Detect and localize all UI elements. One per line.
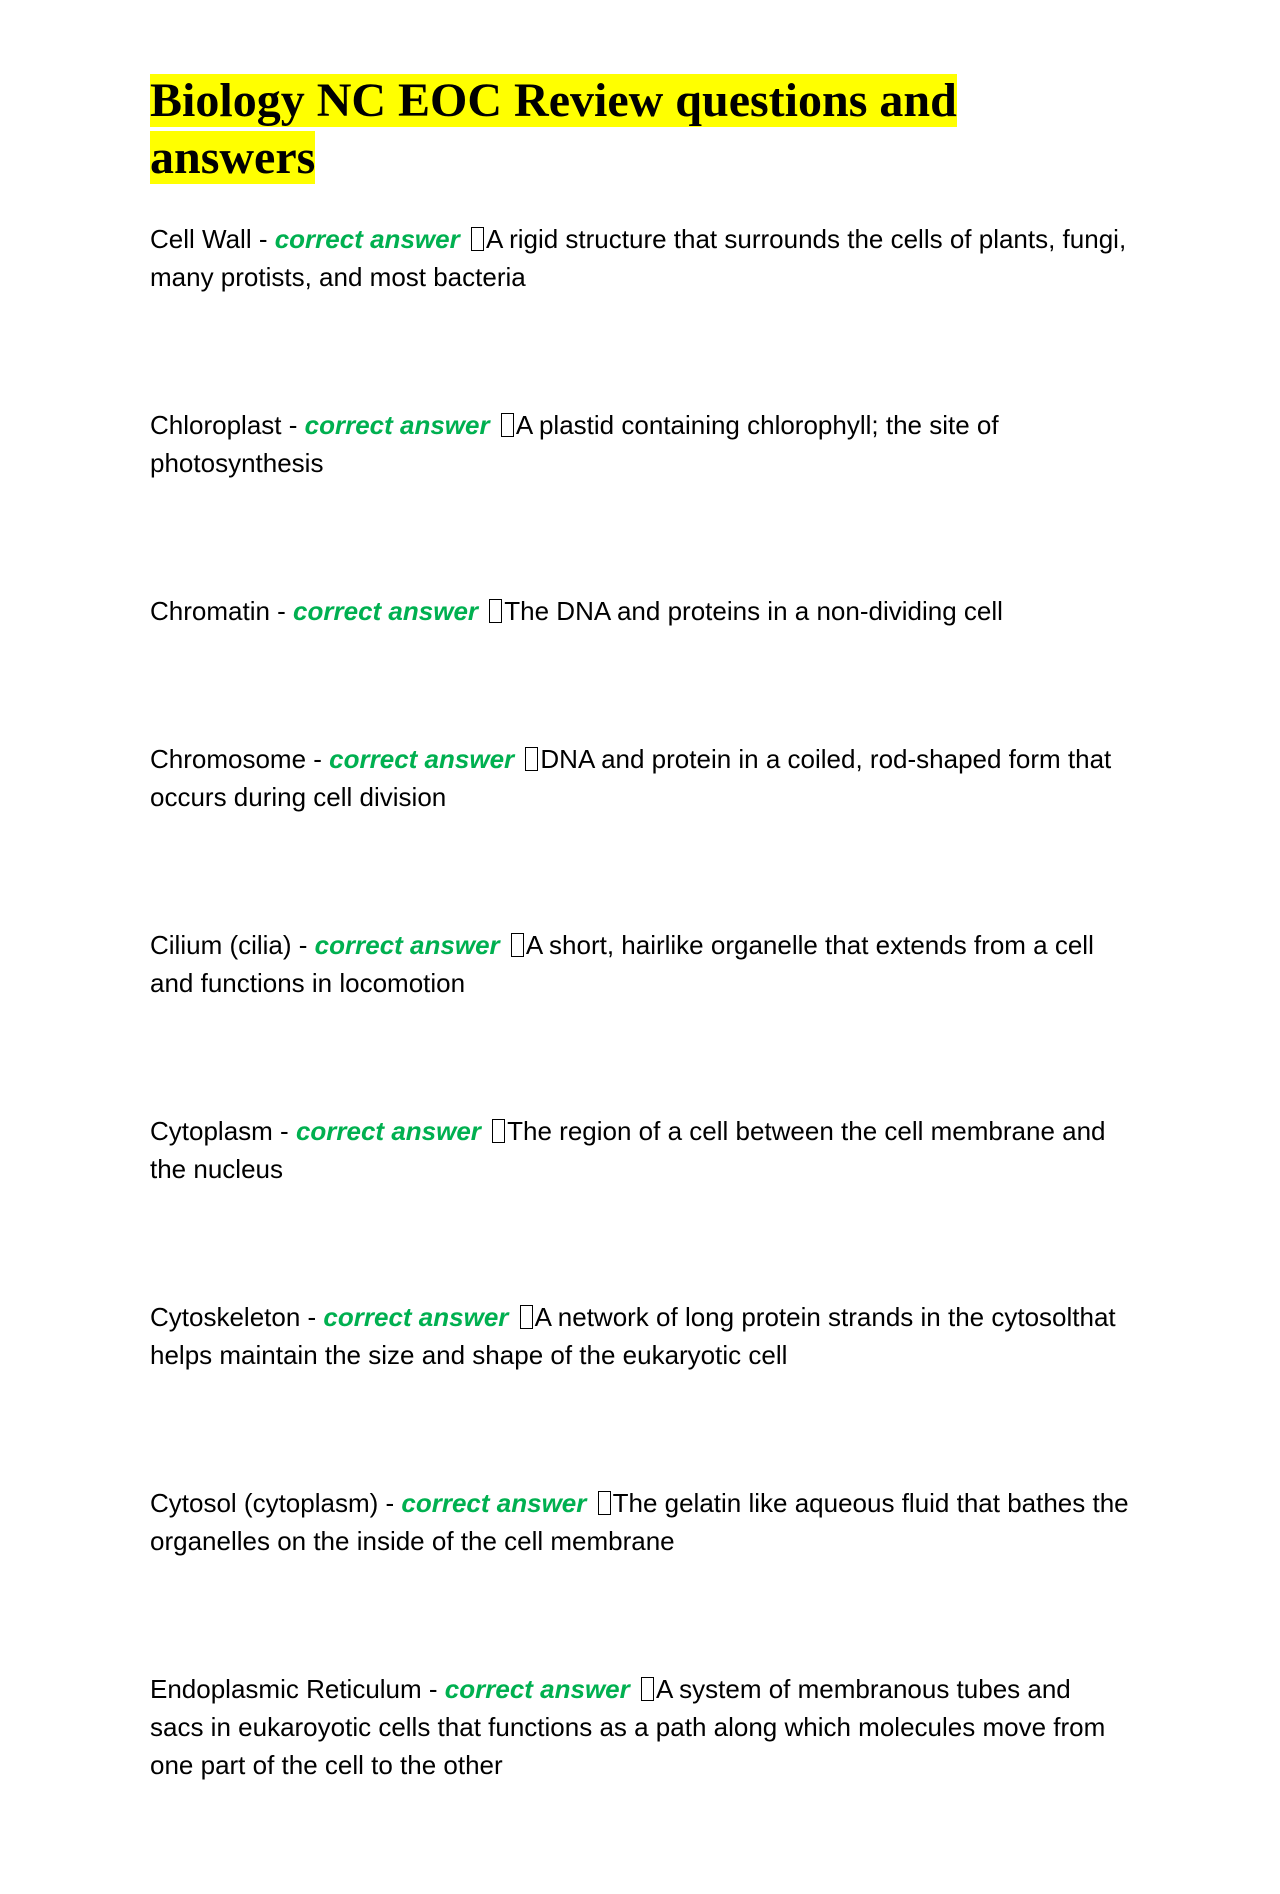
entry-term: Cytosol (cytoplasm) — [150, 1488, 379, 1518]
entry-definition: The DNA and proteins in a non-dividing cell — [504, 596, 1003, 626]
entry-term: Chromatin — [150, 596, 270, 626]
correct-answer-label: correct answer — [323, 1302, 509, 1332]
missing-glyph-box-icon — [525, 747, 538, 771]
missing-glyph-box-icon — [520, 1305, 533, 1329]
missing-glyph-box-icon — [471, 227, 484, 251]
correct-answer-label: correct answer — [401, 1488, 587, 1518]
missing-glyph-box-icon — [489, 599, 502, 623]
document-title — [150, 72, 1130, 186]
entry-term: Endoplasmic Reticulum — [150, 1674, 422, 1704]
entry-term: Cell Wall — [150, 224, 252, 254]
entry-definition: A system of membranous tubes and sacs in eukaroyotic cells that functions as a path along which molecules move from one part of the cell to the other — [150, 1674, 1106, 1780]
entry-separator: - — [306, 744, 330, 774]
document-content — [150, 72, 1130, 1894]
correct-answer-label: correct answer — [329, 744, 515, 774]
entry-separator: - — [272, 1116, 296, 1146]
entry-definition: A network of long protein strands in the cytosolthat helps maintain the size and shape of the eukaryotic cell — [150, 1302, 1116, 1370]
correct-answer-label: correct answer — [444, 1674, 630, 1704]
entry-chloroplast — [150, 406, 1130, 482]
correct-answer-label: correct answer — [295, 1116, 481, 1146]
entry-term: Chromosome — [150, 744, 307, 774]
missing-glyph-box-icon — [511, 933, 524, 957]
entry-term: Chloroplast — [150, 410, 282, 440]
entry-cilium — [150, 926, 1130, 1002]
entry-separator: - — [300, 1302, 324, 1332]
title-highlight: Biology NC EOC Review questions and answers — [150, 74, 957, 184]
entry-separator: - — [251, 224, 275, 254]
entry-endoplasmic-reticulum — [150, 1670, 1130, 1784]
entry-chromatin — [150, 592, 1130, 630]
missing-glyph-box-icon — [492, 1119, 505, 1143]
correct-answer-label: correct answer — [304, 410, 490, 440]
entry-cell-wall — [150, 220, 1130, 296]
correct-answer-label: correct answer — [274, 224, 460, 254]
missing-glyph-box-icon — [598, 1491, 611, 1515]
entry-cytosol — [150, 1484, 1130, 1560]
entry-definition: A plastid containing chlorophyll; the site of photosynthesis — [150, 410, 999, 478]
entry-term: Cytoplasm — [150, 1116, 273, 1146]
missing-glyph-box-icon — [641, 1677, 654, 1701]
entry-term: Cytoskeleton — [150, 1302, 301, 1332]
entry-definition: A short, hairlike organelle that extends from a cell and functions in locomotion — [150, 930, 1094, 998]
entry-chromosome — [150, 740, 1130, 816]
entry-cytoskeleton — [150, 1298, 1130, 1374]
entry-separator: - — [378, 1488, 402, 1518]
entry-cytoplasm — [150, 1112, 1130, 1188]
entry-definition: DNA and protein in a coiled, rod-shaped form that occurs during cell division — [150, 744, 1112, 812]
correct-answer-label: correct answer — [314, 930, 500, 960]
correct-answer-label: correct answer — [293, 596, 479, 626]
entry-separator: - — [281, 410, 305, 440]
entry-separator: - — [291, 930, 315, 960]
entry-definition: The region of a cell between the cell membrane and the nucleus — [150, 1116, 1106, 1184]
entry-term: Cilium (cilia) — [150, 930, 292, 960]
entry-definition: The gelatin like aqueous fluid that bathes the organelles on the inside of the cell membrane — [150, 1488, 1129, 1556]
entry-separator: - — [421, 1674, 445, 1704]
missing-glyph-box-icon — [501, 413, 514, 437]
entry-definition: A rigid structure that surrounds the cells of plants, fungi, many protists, and most bacteria — [150, 224, 1127, 292]
entry-separator: - — [269, 596, 294, 626]
